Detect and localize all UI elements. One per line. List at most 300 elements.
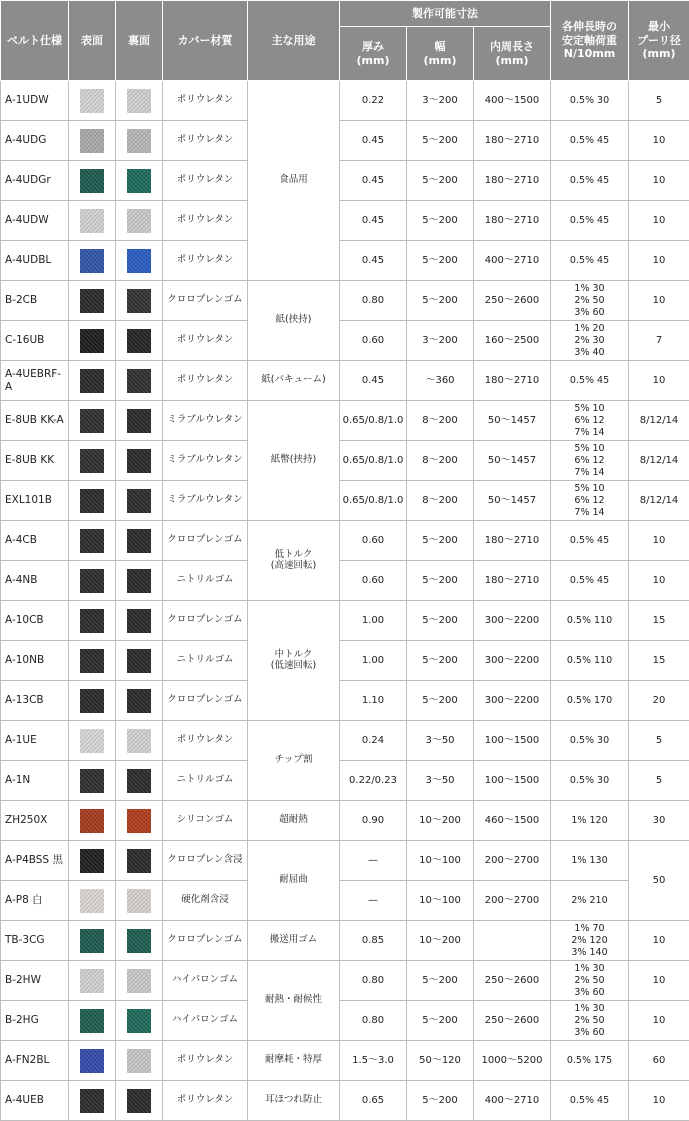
width-cell: 3〜200 — [407, 81, 474, 121]
front-surface-cell — [69, 841, 116, 881]
width-cell: 10〜200 — [407, 801, 474, 841]
surface-texture-swatch — [127, 169, 151, 193]
front-surface-cell — [69, 201, 116, 241]
circumference-cell: 200〜2700 — [474, 881, 551, 921]
table-row — [1, 201, 689, 241]
circumference-cell: 460〜1500 — [474, 801, 551, 841]
width-cell: 5〜200 — [407, 961, 474, 1001]
axial-load-cell — [551, 321, 629, 361]
back-surface-cell — [116, 521, 163, 561]
belt-spec-cell: TB-3CG — [1, 921, 69, 961]
axial-load-cell — [551, 201, 629, 241]
axial-load-line: 1% 20 — [574, 322, 605, 334]
surface-texture-swatch — [127, 1049, 151, 1073]
surface-texture-swatch — [127, 369, 151, 393]
thickness-cell: — — [340, 881, 407, 921]
axial-load-cell — [551, 921, 629, 961]
thickness-cell: 0.22/0.23 — [340, 761, 407, 801]
primary-use-line: 紙幣(挟持) — [270, 454, 317, 466]
table-row — [1, 521, 689, 561]
cover-material-cell: ミラブルウレタン — [163, 441, 248, 481]
front-surface-cell — [69, 361, 116, 401]
table-row — [1, 761, 689, 801]
min-pulley-cell: 10 — [629, 921, 689, 961]
surface-texture-swatch — [127, 529, 151, 553]
thickness-cell: 0.22 — [340, 81, 407, 121]
min-pulley-cell: 8/12/14 — [629, 441, 689, 481]
axial-load-line: 2% 50 — [574, 1014, 605, 1026]
table-row — [1, 841, 689, 881]
surface-texture-swatch — [80, 1009, 104, 1033]
belt-spec-cell: A-P8 白 — [1, 881, 69, 921]
width-cell: 5〜200 — [407, 121, 474, 161]
back-surface-cell — [116, 1041, 163, 1081]
back-surface-cell — [116, 841, 163, 881]
min-pulley-cell: 10 — [629, 521, 689, 561]
primary-use-line: 耳ほつれ防止 — [264, 1094, 322, 1106]
axial-load-line: 0.5% 45 — [569, 214, 610, 226]
table-body — [1, 81, 689, 1121]
back-surface-cell — [116, 561, 163, 601]
front-surface-cell — [69, 121, 116, 161]
back-surface-cell — [116, 761, 163, 801]
table-row — [1, 801, 689, 841]
thickness-cell: 0.65 — [340, 1081, 407, 1121]
thickness-cell: 1.5〜3.0 — [340, 1041, 407, 1081]
front-surface-cell — [69, 721, 116, 761]
thickness-cell: 0.65/0.8/1.0 — [340, 401, 407, 441]
header-use: 主な用途 — [248, 1, 340, 81]
table-row — [1, 401, 689, 441]
circumference-cell: 180〜2710 — [474, 121, 551, 161]
thickness-cell: 0.45 — [340, 201, 407, 241]
back-surface-cell — [116, 161, 163, 201]
table-row — [1, 441, 689, 481]
table-row — [1, 1081, 689, 1121]
width-cell: 5〜200 — [407, 1001, 474, 1041]
cover-material-cell: ニトリルゴム — [163, 561, 248, 601]
table-row — [1, 601, 689, 641]
width-cell: 5〜200 — [407, 241, 474, 281]
surface-texture-swatch — [127, 1089, 151, 1113]
axial-load-line: 6% 12 — [574, 414, 605, 426]
circumference-cell: 250〜2600 — [474, 281, 551, 321]
min-pulley-cell: 10 — [629, 161, 689, 201]
front-surface-cell — [69, 1041, 116, 1081]
surface-texture-swatch — [80, 249, 104, 273]
cover-material-cell: クロロプレンゴム — [163, 521, 248, 561]
surface-texture-swatch — [80, 929, 104, 953]
surface-texture-swatch — [80, 849, 104, 873]
surface-texture-swatch — [80, 369, 104, 393]
axial-load-line: 3% 60 — [574, 306, 605, 318]
table-row — [1, 481, 689, 521]
back-surface-cell — [116, 281, 163, 321]
cover-material-cell: クロロプレンゴム — [163, 681, 248, 721]
cover-material-cell: ポリウレタン — [163, 121, 248, 161]
axial-load-cell — [551, 881, 629, 921]
surface-texture-swatch — [127, 649, 151, 673]
header-circumference — [474, 27, 551, 81]
table-row — [1, 921, 689, 961]
cover-material-cell: ハイパロンゴム — [163, 961, 248, 1001]
circumference-cell: 300〜2200 — [474, 601, 551, 641]
back-surface-cell — [116, 81, 163, 121]
min-pulley-cell: 15 — [629, 601, 689, 641]
circumference-cell: 400〜1500 — [474, 81, 551, 121]
axial-load-cell — [551, 961, 629, 1001]
cover-material-cell: ポリウレタン — [163, 201, 248, 241]
min-pulley-cell: 50 — [629, 841, 689, 921]
back-surface-cell — [116, 881, 163, 921]
axial-load-cell — [551, 81, 629, 121]
width-cell: 8〜200 — [407, 481, 474, 521]
surface-texture-swatch — [127, 409, 151, 433]
thickness-cell: 0.45 — [340, 361, 407, 401]
primary-use-line: 紙(バキューム) — [261, 374, 326, 386]
cover-material-cell: ポリウレタン — [163, 161, 248, 201]
axial-load-line: 7% 14 — [574, 426, 605, 438]
header-load-line: N/10mm — [563, 47, 616, 61]
thickness-cell: 1.00 — [340, 601, 407, 641]
axial-load-line: 1% 30 — [574, 282, 605, 294]
circumference-cell: 200〜2700 — [474, 841, 551, 881]
min-pulley-cell: 20 — [629, 681, 689, 721]
table-row — [1, 681, 689, 721]
thickness-cell: 0.45 — [340, 161, 407, 201]
cover-material-cell: シリコンゴム — [163, 801, 248, 841]
header-load-line: 各伸長時の — [562, 19, 618, 33]
axial-load-line: 3% 60 — [574, 1026, 605, 1038]
belt-spec-cell: A-1N — [1, 761, 69, 801]
surface-texture-swatch — [127, 889, 151, 913]
min-pulley-cell: 10 — [629, 1081, 689, 1121]
surface-texture-swatch — [80, 769, 104, 793]
surface-texture-swatch — [80, 969, 104, 993]
thickness-cell: 0.45 — [340, 121, 407, 161]
header-pulley-line: プーリ径 — [637, 33, 681, 47]
circumference-cell: 160〜2500 — [474, 321, 551, 361]
primary-use-line: 食品用 — [279, 174, 308, 186]
header-back: 裏面 — [116, 1, 163, 81]
surface-texture-swatch — [127, 969, 151, 993]
circumference-cell: 400〜2710 — [474, 241, 551, 281]
axial-load-line: 5% 10 — [574, 402, 605, 414]
belt-spec-cell: E-8UB KK — [1, 441, 69, 481]
cover-material-cell: ポリウレタン — [163, 1041, 248, 1081]
header-dimensions: 製作可能寸法 — [340, 1, 551, 27]
header-material: カバー材質 — [163, 1, 248, 81]
belt-spec-cell: A-4UDW — [1, 201, 69, 241]
back-surface-cell — [116, 241, 163, 281]
surface-texture-swatch — [127, 809, 151, 833]
surface-texture-swatch — [80, 89, 104, 113]
header-thickness-line: (mm) — [356, 53, 390, 67]
back-surface-cell — [116, 641, 163, 681]
table-row — [1, 361, 689, 401]
primary-use-cell — [248, 801, 340, 841]
circumference-cell: 50〜1457 — [474, 441, 551, 481]
cover-material-cell: ポリウレタン — [163, 81, 248, 121]
front-surface-cell — [69, 961, 116, 1001]
axial-load-cell — [551, 401, 629, 441]
belt-spec-cell: A-4CB — [1, 521, 69, 561]
thickness-cell: 0.65/0.8/1.0 — [340, 481, 407, 521]
thickness-cell: 0.80 — [340, 961, 407, 1001]
primary-use-line: 低トルク — [274, 548, 313, 560]
axial-load-cell — [551, 681, 629, 721]
back-surface-cell — [116, 681, 163, 721]
table-row — [1, 561, 689, 601]
thickness-cell: 0.80 — [340, 1001, 407, 1041]
primary-use-line: (低速回転) — [270, 659, 317, 671]
axial-load-line: 0.5% 45 — [569, 254, 610, 266]
primary-use-line: チップ割 — [274, 754, 313, 766]
back-surface-cell — [116, 601, 163, 641]
axial-load-line: 2% 50 — [574, 294, 605, 306]
surface-texture-swatch — [80, 129, 104, 153]
axial-load-line: 0.5% 45 — [569, 534, 610, 546]
belt-spec-cell: A-4UEBRF-A — [1, 361, 69, 401]
width-cell: 5〜200 — [407, 561, 474, 601]
front-surface-cell — [69, 641, 116, 681]
axial-load-cell — [551, 241, 629, 281]
thickness-cell: 0.60 — [340, 321, 407, 361]
axial-load-line: 1% 120 — [571, 814, 608, 826]
cover-material-cell: ミラブルウレタン — [163, 481, 248, 521]
front-surface-cell — [69, 321, 116, 361]
front-surface-cell — [69, 281, 116, 321]
circumference-cell: 50〜1457 — [474, 401, 551, 441]
primary-use-cell — [248, 841, 340, 921]
header-pulley — [629, 1, 689, 81]
cover-material-cell: ポリウレタン — [163, 1081, 248, 1121]
min-pulley-cell: 10 — [629, 1001, 689, 1041]
back-surface-cell — [116, 921, 163, 961]
surface-texture-swatch — [80, 329, 104, 353]
axial-load-cell — [551, 721, 629, 761]
axial-load-line: 0.5% 30 — [569, 734, 610, 746]
surface-texture-swatch — [127, 449, 151, 473]
axial-load-line: 3% 60 — [574, 986, 605, 998]
table-row — [1, 121, 689, 161]
thickness-cell: 0.65/0.8/1.0 — [340, 441, 407, 481]
surface-texture-swatch — [127, 89, 151, 113]
surface-texture-swatch — [127, 689, 151, 713]
header-width-line: (mm) — [423, 53, 457, 67]
cover-material-cell: ニトリルゴム — [163, 641, 248, 681]
surface-texture-swatch — [80, 529, 104, 553]
axial-load-line: 0.5% 45 — [569, 134, 610, 146]
primary-use-line: 紙(挟持) — [275, 314, 312, 326]
axial-load-cell — [551, 121, 629, 161]
surface-texture-swatch — [80, 1049, 104, 1073]
surface-texture-swatch — [80, 649, 104, 673]
thickness-cell: 1.10 — [340, 681, 407, 721]
primary-use-cell — [248, 1041, 340, 1081]
axial-load-line: 3% 140 — [571, 946, 608, 958]
cover-material-cell: ミラブルウレタン — [163, 401, 248, 441]
header-pulley-line: (mm) — [642, 47, 676, 61]
header-pulley-line: 最小 — [648, 19, 671, 33]
width-cell: 8〜200 — [407, 401, 474, 441]
axial-load-cell — [551, 521, 629, 561]
width-cell: 5〜200 — [407, 601, 474, 641]
belt-spec-cell: A-4UDG — [1, 121, 69, 161]
table-row — [1, 241, 689, 281]
front-surface-cell — [69, 601, 116, 641]
back-surface-cell — [116, 401, 163, 441]
surface-texture-swatch — [80, 569, 104, 593]
header-circumference-line: 内周長さ — [490, 39, 534, 53]
axial-load-line: 1% 70 — [574, 922, 605, 934]
axial-load-line: 7% 14 — [574, 506, 605, 518]
front-surface-cell — [69, 801, 116, 841]
cover-material-cell: ポリウレタン — [163, 321, 248, 361]
circumference-cell — [474, 921, 551, 961]
belt-spec-cell: A-4UDBL — [1, 241, 69, 281]
primary-use-line: 超耐熱 — [279, 814, 308, 826]
axial-load-line: 1% 30 — [574, 1002, 605, 1014]
circumference-cell: 300〜2200 — [474, 641, 551, 681]
cover-material-cell: ポリウレタン — [163, 721, 248, 761]
axial-load-cell — [551, 361, 629, 401]
width-cell: 〜360 — [407, 361, 474, 401]
min-pulley-cell: 5 — [629, 81, 689, 121]
axial-load-line: 0.5% 45 — [569, 374, 610, 386]
axial-load-line: 0.5% 30 — [569, 774, 610, 786]
min-pulley-cell: 7 — [629, 321, 689, 361]
surface-texture-swatch — [80, 449, 104, 473]
primary-use-cell — [248, 601, 340, 721]
belt-spec-cell: A-1UDW — [1, 81, 69, 121]
cover-material-cell: クロロプレンゴム — [163, 601, 248, 641]
front-surface-cell — [69, 561, 116, 601]
back-surface-cell — [116, 721, 163, 761]
table-row — [1, 281, 689, 321]
cover-material-cell: クロロプレンゴム — [163, 921, 248, 961]
header-thickness-line: 厚み — [362, 39, 384, 53]
back-surface-cell — [116, 201, 163, 241]
circumference-cell: 250〜2600 — [474, 1001, 551, 1041]
min-pulley-cell: 8/12/14 — [629, 481, 689, 521]
belt-spec-cell: B-2HW — [1, 961, 69, 1001]
min-pulley-cell: 30 — [629, 801, 689, 841]
axial-load-line: 0.5% 45 — [569, 1094, 610, 1106]
surface-texture-swatch — [127, 289, 151, 313]
surface-texture-swatch — [80, 409, 104, 433]
axial-load-cell — [551, 1001, 629, 1041]
thickness-cell: 0.60 — [340, 521, 407, 561]
table-row — [1, 321, 689, 361]
front-surface-cell — [69, 81, 116, 121]
min-pulley-cell: 10 — [629, 561, 689, 601]
axial-load-cell — [551, 441, 629, 481]
axial-load-line: 0.5% 110 — [566, 654, 613, 666]
axial-load-line: 0.5% 45 — [569, 174, 610, 186]
surface-texture-swatch — [80, 609, 104, 633]
front-surface-cell — [69, 681, 116, 721]
front-surface-cell — [69, 761, 116, 801]
min-pulley-cell: 10 — [629, 201, 689, 241]
surface-texture-swatch — [127, 769, 151, 793]
back-surface-cell — [116, 961, 163, 1001]
surface-texture-swatch — [80, 729, 104, 753]
cover-material-cell: ポリウレタン — [163, 241, 248, 281]
primary-use-cell — [248, 1081, 340, 1121]
width-cell: 10〜200 — [407, 921, 474, 961]
table-row — [1, 641, 689, 681]
primary-use-cell — [248, 921, 340, 961]
width-cell: 5〜200 — [407, 161, 474, 201]
axial-load-line: 5% 10 — [574, 442, 605, 454]
surface-texture-swatch — [80, 289, 104, 313]
header-front: 表面 — [69, 1, 116, 81]
axial-load-line: 1% 130 — [571, 854, 608, 866]
min-pulley-cell: 5 — [629, 761, 689, 801]
primary-use-cell — [248, 961, 340, 1041]
surface-texture-swatch — [127, 849, 151, 873]
front-surface-cell — [69, 241, 116, 281]
circumference-cell: 400〜2710 — [474, 1081, 551, 1121]
min-pulley-cell: 60 — [629, 1041, 689, 1081]
thickness-cell: 0.80 — [340, 281, 407, 321]
cover-material-cell: ハイパロンゴム — [163, 1001, 248, 1041]
min-pulley-cell: 10 — [629, 281, 689, 321]
back-surface-cell — [116, 801, 163, 841]
axial-load-cell — [551, 561, 629, 601]
width-cell: 5〜200 — [407, 1081, 474, 1121]
width-cell: 50〜120 — [407, 1041, 474, 1081]
primary-use-cell — [248, 401, 340, 521]
axial-load-line: 1% 30 — [574, 962, 605, 974]
primary-use-line: 耐熱・耐候性 — [264, 994, 322, 1006]
table-row — [1, 1041, 689, 1081]
thickness-cell: 0.90 — [340, 801, 407, 841]
width-cell: 3〜200 — [407, 321, 474, 361]
axial-load-line: 6% 12 — [574, 454, 605, 466]
width-cell: 8〜200 — [407, 441, 474, 481]
axial-load-cell — [551, 281, 629, 321]
back-surface-cell — [116, 441, 163, 481]
belt-spec-cell: A-4UDGr — [1, 161, 69, 201]
surface-texture-swatch — [127, 209, 151, 233]
belt-spec-cell: B-2CB — [1, 281, 69, 321]
header-circumference-line: (mm) — [495, 53, 529, 67]
min-pulley-cell: 8/12/14 — [629, 401, 689, 441]
back-surface-cell — [116, 1081, 163, 1121]
width-cell: 10〜100 — [407, 881, 474, 921]
surface-texture-swatch — [127, 729, 151, 753]
axial-load-line: 0.5% 175 — [566, 1054, 613, 1066]
axial-load-line: 2% 50 — [574, 974, 605, 986]
back-surface-cell — [116, 361, 163, 401]
belt-spec-cell: A-1UE — [1, 721, 69, 761]
table-row — [1, 161, 689, 201]
axial-load-cell — [551, 601, 629, 641]
width-cell: 5〜200 — [407, 681, 474, 721]
axial-load-cell — [551, 161, 629, 201]
circumference-cell: 180〜2710 — [474, 561, 551, 601]
thickness-cell: 1.00 — [340, 641, 407, 681]
cover-material-cell: クロロプレン含浸 — [163, 841, 248, 881]
header-spec: ベルト仕様 — [1, 1, 69, 81]
circumference-cell: 1000〜5200 — [474, 1041, 551, 1081]
surface-texture-swatch — [127, 129, 151, 153]
table-row — [1, 961, 689, 1001]
axial-load-cell — [551, 1041, 629, 1081]
belt-spec-cell: A-4UEB — [1, 1081, 69, 1121]
